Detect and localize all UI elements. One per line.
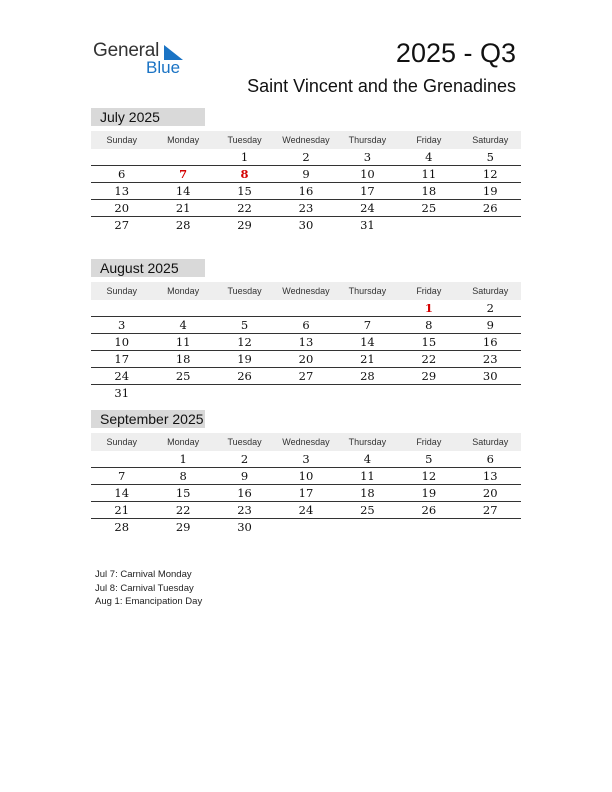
month-title: September 2025	[91, 410, 205, 428]
day-cell: 1	[179, 452, 187, 466]
day-cell: 14	[175, 184, 191, 198]
day-cell: 21	[114, 503, 130, 517]
week-row	[91, 183, 521, 200]
month-august	[91, 259, 521, 401]
month-july	[91, 108, 521, 233]
day-cell: 13	[482, 469, 498, 483]
week-row	[91, 485, 521, 502]
day-cell: 19	[237, 352, 252, 366]
holiday-day-cell: 7	[179, 167, 188, 181]
week-row	[91, 300, 521, 317]
week-row	[91, 334, 521, 351]
empty-day-cell	[337, 385, 398, 401]
day-cell: 25	[421, 201, 437, 215]
empty-day-cell	[275, 519, 336, 535]
day-cell: 13	[298, 335, 314, 349]
day-cell: 22	[237, 201, 252, 215]
empty-day-cell	[460, 519, 521, 535]
day-cell: 20	[482, 486, 498, 500]
day-cell: 18	[421, 184, 437, 198]
weekday-label: Thursday	[348, 135, 387, 145]
empty-day-cell	[398, 217, 459, 233]
weekday-label: Friday	[416, 135, 442, 145]
day-cell: 28	[360, 369, 375, 383]
day-cell: 5	[486, 150, 494, 164]
day-cell: 22	[421, 352, 437, 366]
weekday-label: Monday	[167, 135, 200, 145]
day-cell: 24	[360, 201, 375, 215]
day-cell: 18	[175, 352, 191, 366]
week-row	[91, 317, 521, 334]
empty-day-cell	[91, 451, 152, 467]
week-row	[91, 519, 521, 535]
page-title: 2025 - Q3	[395, 38, 516, 68]
weekday-header	[91, 282, 521, 300]
day-cell: 7	[363, 318, 372, 332]
day-cell: 19	[421, 486, 437, 500]
day-cell: 14	[114, 486, 130, 500]
day-cell: 4	[179, 318, 187, 332]
empty-day-cell	[337, 519, 398, 535]
day-cell: 27	[482, 503, 498, 517]
weekday-label: Sunday	[106, 135, 137, 145]
day-cell: 2	[240, 452, 249, 466]
day-cell: 31	[360, 218, 375, 232]
day-cell: 26	[237, 369, 252, 383]
day-cell: 24	[298, 503, 314, 517]
weekday-label: Saturday	[472, 286, 509, 296]
country-name: Saint Vincent and the Grenadines	[247, 76, 516, 96]
weekday-label: Wednesday	[282, 437, 330, 447]
empty-day-cell	[91, 300, 152, 316]
day-cell: 25	[360, 503, 375, 517]
empty-day-cell	[214, 385, 275, 401]
day-cell: 12	[421, 469, 437, 483]
day-cell: 6	[118, 167, 126, 181]
empty-day-cell	[337, 300, 398, 316]
day-cell: 29	[237, 218, 252, 232]
weekday-label: Thursday	[348, 437, 387, 447]
day-cell: 22	[175, 503, 191, 517]
weekday-label: Wednesday	[282, 135, 330, 145]
day-cell: 8	[179, 469, 187, 483]
weekday-label: Friday	[416, 437, 442, 447]
weekday-label: Friday	[416, 286, 442, 296]
day-cell: 30	[482, 369, 498, 383]
weekday-header	[91, 433, 521, 451]
weekday-label: Sunday	[106, 437, 137, 447]
day-cell: 27	[114, 218, 130, 232]
day-cell: 6	[486, 452, 494, 466]
empty-day-cell	[460, 217, 521, 233]
day-cell: 24	[114, 369, 130, 383]
day-cell: 5	[240, 318, 249, 332]
day-cell: 3	[118, 318, 126, 332]
week-row	[91, 451, 521, 468]
day-cell: 15	[237, 184, 252, 198]
brand-logo	[93, 40, 193, 80]
month-title: July 2025	[91, 108, 205, 126]
week-row	[91, 368, 521, 385]
day-cell: 2	[486, 301, 494, 315]
empty-day-cell	[275, 300, 336, 316]
day-cell: 19	[482, 184, 498, 198]
empty-day-cell	[398, 385, 459, 401]
day-cell: 29	[175, 520, 191, 534]
day-cell: 16	[237, 486, 252, 500]
day-cell: 31	[114, 386, 130, 400]
day-cell: 30	[237, 520, 252, 534]
day-cell: 4	[363, 452, 372, 466]
weekday-label: Monday	[167, 437, 200, 447]
day-cell: 29	[421, 369, 437, 383]
weekday-label: Sunday	[106, 286, 137, 296]
day-cell: 23	[482, 352, 498, 366]
weekday-label: Tuesday	[227, 135, 262, 145]
logo-general-text: General	[93, 40, 160, 61]
day-cell: 14	[360, 335, 375, 349]
day-cell: 11	[421, 167, 437, 181]
week-row	[91, 217, 521, 233]
day-cell: 21	[175, 201, 191, 215]
empty-day-cell	[152, 300, 213, 316]
day-cell: 23	[298, 201, 314, 215]
holiday-day-cell: 8	[240, 167, 249, 181]
holiday-note: Jul 7: Carnival Monday	[95, 569, 192, 580]
day-cell: 27	[298, 369, 314, 383]
day-cell: 26	[421, 503, 437, 517]
day-cell: 28	[175, 218, 191, 232]
day-cell: 10	[360, 167, 375, 181]
day-cell: 4	[425, 150, 433, 164]
empty-day-cell	[152, 149, 213, 165]
week-row	[91, 166, 521, 183]
day-cell: 3	[302, 452, 310, 466]
holiday-day-cell: 1	[424, 301, 433, 315]
day-cell: 26	[482, 201, 498, 215]
holiday-note: Jul 8: Carnival Tuesday	[95, 582, 194, 594]
day-cell: 18	[360, 486, 375, 500]
weekday-label: Wednesday	[282, 286, 330, 296]
month-title: August 2025	[91, 259, 205, 277]
day-cell: 7	[118, 469, 126, 483]
day-cell: 15	[175, 486, 191, 500]
day-cell: 12	[237, 335, 252, 349]
month-september	[91, 410, 521, 535]
week-row	[91, 351, 521, 368]
day-cell: 16	[298, 184, 314, 198]
week-row	[91, 502, 521, 519]
week-row	[91, 385, 521, 401]
empty-day-cell	[460, 385, 521, 401]
day-cell: 9	[240, 469, 249, 483]
day-cell: 25	[175, 369, 191, 383]
week-row	[91, 468, 521, 485]
day-cell: 30	[298, 218, 314, 232]
weekday-label: Saturday	[472, 135, 509, 145]
day-cell: 17	[360, 184, 375, 198]
day-cell: 15	[421, 335, 437, 349]
day-cell: 11	[175, 335, 191, 349]
day-cell: 2	[302, 150, 310, 164]
weekday-header	[91, 131, 521, 149]
day-cell: 1	[240, 150, 249, 164]
empty-day-cell	[214, 300, 275, 316]
day-cell: 17	[298, 486, 314, 500]
holiday-note: Aug 1: Emancipation Day	[95, 596, 203, 607]
week-row	[91, 200, 521, 217]
empty-day-cell	[91, 149, 152, 165]
day-cell: 21	[360, 352, 375, 366]
day-cell: 23	[237, 503, 252, 517]
day-cell: 11	[360, 469, 375, 483]
holiday-notes	[95, 568, 202, 609]
weekday-label: Saturday	[472, 437, 509, 447]
day-cell: 20	[114, 201, 130, 215]
day-cell: 9	[486, 318, 494, 332]
empty-day-cell	[152, 385, 213, 401]
empty-day-cell	[275, 385, 336, 401]
day-cell: 16	[482, 335, 498, 349]
day-cell: 8	[425, 318, 433, 332]
day-cell: 3	[363, 150, 372, 164]
day-cell: 10	[298, 469, 314, 483]
week-row	[91, 149, 521, 166]
weekday-label: Tuesday	[227, 286, 262, 296]
day-cell: 28	[114, 520, 130, 534]
day-cell: 12	[482, 167, 498, 181]
weekday-label: Thursday	[348, 286, 387, 296]
weekday-label: Tuesday	[227, 437, 262, 447]
day-cell: 6	[302, 318, 310, 332]
day-cell: 17	[114, 352, 130, 366]
day-cell: 20	[298, 352, 314, 366]
day-cell: 13	[114, 184, 130, 198]
day-cell: 10	[114, 335, 130, 349]
empty-day-cell	[398, 519, 459, 535]
day-cell: 5	[425, 452, 433, 466]
logo-blue-text: Blue	[146, 58, 181, 77]
day-cell: 9	[302, 167, 310, 181]
weekday-label: Monday	[167, 286, 200, 296]
